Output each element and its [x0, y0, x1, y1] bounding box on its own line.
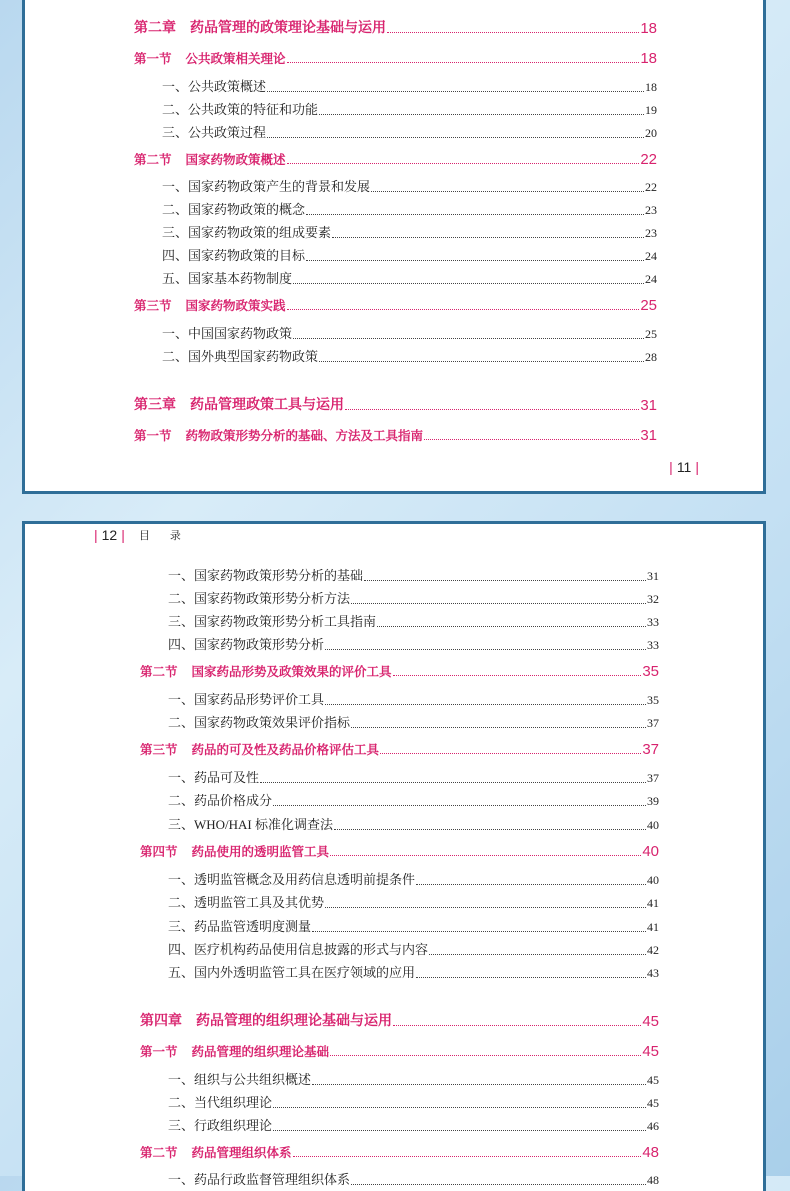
leader-dots [387, 32, 639, 33]
leader-dots [351, 727, 646, 728]
leader-dots [306, 260, 644, 261]
toc-label: 第四节 [140, 845, 178, 859]
toc-section-entry[interactable] [134, 150, 657, 168]
toc-item-entry[interactable] [168, 611, 659, 630]
toc-item-entry[interactable] [162, 245, 657, 264]
toc-title: 药品管理政策工具与运用 [190, 396, 344, 412]
toc-title: 二、国家药物政策的概念 [162, 202, 306, 217]
toc-title: 二、国家药物政策效果评价指标 [168, 715, 351, 730]
toc-page-number: 25 [640, 297, 657, 314]
toc-title: 一、公共政策概述 [162, 79, 267, 94]
toc-title: 三、公共政策过程 [162, 125, 267, 140]
toc-section-entry[interactable] [134, 49, 657, 67]
leader-dots [371, 191, 644, 192]
leader-dots [380, 753, 641, 754]
toc-page-number: 18 [645, 80, 657, 94]
toc-title: 一、国家药品形势评价工具 [168, 692, 325, 707]
leader-dots [319, 114, 644, 115]
toc-section-entry[interactable] [140, 842, 659, 860]
toc-label: 第二节 [140, 1146, 178, 1160]
toc-title: 一、国家药物政策形势分析的基础 [168, 568, 364, 583]
leader-dots [377, 626, 646, 627]
toc-page-number: 31 [640, 427, 657, 444]
toc-title: 国家药物政策概述 [185, 153, 286, 167]
leader-dots [429, 954, 646, 955]
toc-page-number: 24 [645, 272, 657, 286]
toc-label: 第二节 [140, 665, 178, 679]
toc-item-entry[interactable] [162, 323, 657, 342]
toc-title: 三、药品监管透明度测量 [168, 919, 312, 934]
toc-label: 第二章 [134, 19, 176, 35]
leader-dots [287, 62, 640, 63]
toc-title: 一、组织与公共组织概述 [168, 1072, 312, 1087]
toc-page-number: 33 [647, 638, 659, 652]
toc-page-number: 24 [645, 249, 657, 263]
toc-item-entry[interactable] [162, 268, 657, 287]
leader-dots [287, 309, 640, 310]
toc-page-number: 41 [647, 920, 659, 934]
toc-page-number: 31 [647, 569, 659, 583]
toc-page-number: 32 [647, 592, 659, 606]
leader-dots [293, 283, 644, 284]
toc-page-number: 23 [645, 203, 657, 217]
toc-title: 四、国家药物政策形势分析 [168, 637, 325, 652]
toc-title: 五、国内外透明监管工具在医疗领域的应用 [168, 965, 416, 980]
toc-section-entry[interactable] [134, 426, 657, 444]
leader-dots [267, 137, 644, 138]
toc-page-number: 46 [647, 1119, 659, 1133]
leader-dots [334, 829, 646, 830]
toc-page-number: 18 [640, 20, 657, 37]
leader-dots [325, 704, 646, 705]
toc-page-number: 33 [647, 615, 659, 629]
leader-dots [424, 439, 639, 440]
leader-dots [416, 884, 646, 885]
toc-page-number: 40 [642, 843, 659, 860]
toc-page-number: 22 [645, 180, 657, 194]
toc-title: 三、WHO/HAI 标准化调查法 [168, 817, 334, 832]
toc-page-number: 48 [642, 1144, 659, 1161]
toc-title: 二、药品价格成分 [168, 793, 273, 808]
toc-title: 五、国家基本药物制度 [162, 271, 293, 286]
toc-title: 药品管理组织体系 [191, 1146, 292, 1160]
toc-page-number: 45 [647, 1073, 659, 1087]
toc-label: 第三节 [140, 743, 178, 757]
toc-page-number: 48 [647, 1173, 659, 1187]
toc-page-number: 18 [640, 50, 657, 67]
toc-item-entry[interactable] [162, 346, 657, 365]
toc-item-entry[interactable] [162, 199, 657, 218]
leader-dots [351, 1184, 646, 1185]
toc-chapter-entry[interactable] [140, 1010, 659, 1030]
toc-item-entry[interactable] [168, 588, 659, 607]
toc-page-number: 19 [645, 103, 657, 117]
toc-section-entry[interactable] [140, 1042, 659, 1060]
toc-item-entry[interactable] [162, 99, 657, 118]
toc-item-entry[interactable] [162, 76, 657, 95]
toc-item-entry[interactable] [162, 176, 657, 195]
leader-dots [345, 409, 639, 410]
toc-item-entry[interactable] [168, 1092, 659, 1111]
page-header: | 12 | 目录 [94, 527, 201, 543]
toc-title: 二、公共政策的特征和功能 [162, 102, 319, 117]
running-header: 目录 [138, 530, 201, 542]
toc-page-number: 23 [645, 226, 657, 240]
toc-page-11 [22, 0, 766, 494]
leader-dots [325, 907, 646, 908]
toc-page-number: 31 [640, 397, 657, 414]
toc-item-entry[interactable] [168, 869, 659, 888]
page-number: | 11 | [669, 459, 699, 475]
page-number: 12 [101, 527, 118, 543]
toc-page-number: 45 [642, 1013, 659, 1030]
toc-title: 药品管理的政策理论基础与运用 [190, 19, 386, 35]
toc-title: 二、国家药物政策形势分析方法 [168, 591, 351, 606]
toc-item-entry[interactable] [168, 814, 659, 833]
toc-label: 第二节 [134, 153, 172, 167]
toc-label: 第三节 [134, 299, 172, 313]
toc-item-entry[interactable] [168, 712, 659, 731]
leader-dots [306, 214, 644, 215]
toc-title: 一、药品行政监督管理组织体系 [168, 1172, 351, 1187]
leader-dots [293, 1156, 642, 1157]
toc-title: 四、医疗机构药品使用信息披露的形式与内容 [168, 942, 429, 957]
toc-section-entry[interactable] [140, 662, 659, 680]
leader-dots [293, 338, 644, 339]
toc-title: 二、透明监管工具及其优势 [168, 895, 325, 910]
leader-dots [312, 931, 646, 932]
toc-title: 一、透明监管概念及用药信息透明前提条件 [168, 872, 416, 887]
toc-label: 第三章 [134, 396, 176, 412]
toc-page-number: 39 [647, 794, 659, 808]
toc-item-entry[interactable] [168, 689, 659, 708]
toc-label: 第四章 [140, 1012, 182, 1028]
toc-title: 药品使用的透明监管工具 [191, 845, 330, 859]
toc-item-entry[interactable] [168, 892, 659, 911]
toc-title: 四、国家药物政策的目标 [162, 248, 306, 263]
toc-page-number: 37 [647, 716, 659, 730]
toc-page-number: 28 [645, 350, 657, 364]
toc-title: 国家药物政策实践 [185, 299, 286, 313]
toc-page-number: 40 [647, 818, 659, 832]
toc-item-entry[interactable] [168, 916, 659, 935]
toc-item-entry[interactable] [168, 634, 659, 653]
toc-item-entry[interactable] [168, 565, 659, 584]
toc-page-number: 40 [647, 873, 659, 887]
leader-dots [393, 675, 642, 676]
leader-dots [325, 649, 646, 650]
toc-title: 国家药品形势及政策效果的评价工具 [191, 665, 392, 679]
toc-title: 一、中国国家药物政策 [162, 326, 293, 341]
toc-title: 二、国外典型国家药物政策 [162, 349, 319, 364]
toc-section-entry[interactable] [134, 296, 657, 314]
toc-section-entry[interactable] [140, 1143, 659, 1161]
toc-page-number: 42 [647, 943, 659, 957]
leader-dots [416, 977, 646, 978]
leader-dots [273, 1107, 646, 1108]
leader-dots [273, 1130, 646, 1131]
leader-dots [330, 1055, 641, 1056]
toc-item-entry[interactable] [168, 790, 659, 809]
toc-label: 第一节 [140, 1045, 178, 1059]
toc-page-number: 43 [647, 966, 659, 980]
toc-page-12 [22, 521, 766, 1191]
toc-title: 公共政策相关理论 [185, 52, 286, 66]
leader-dots [351, 603, 646, 604]
toc-title: 三、国家药物政策的组成要素 [162, 225, 332, 240]
leader-dots [312, 1084, 646, 1085]
toc-page-number: 25 [645, 327, 657, 341]
toc-item-entry[interactable] [168, 767, 659, 786]
toc-item-entry[interactable] [168, 939, 659, 958]
toc-chapter-entry[interactable] [134, 17, 657, 37]
leader-dots [319, 361, 644, 362]
toc-title: 药品管理的组织理论基础 [191, 1045, 330, 1059]
toc-item-entry[interactable] [162, 222, 657, 241]
toc-page-number: 22 [640, 151, 657, 168]
toc-chapter-entry[interactable] [134, 394, 657, 414]
leader-dots [330, 855, 641, 856]
leader-dots [260, 782, 646, 783]
leader-dots [332, 237, 644, 238]
toc-page-number: 35 [642, 663, 659, 680]
toc-title: 药物政策形势分析的基础、方法及工具指南 [185, 429, 424, 443]
toc-title: 三、行政组织理论 [168, 1118, 273, 1133]
toc-label: 第一节 [134, 52, 172, 66]
toc-item-entry[interactable] [168, 1115, 659, 1134]
toc-page-number: 37 [642, 741, 659, 758]
toc-title: 药品的可及性及药品价格评估工具 [191, 743, 380, 757]
toc-title: 一、国家药物政策产生的背景和发展 [162, 179, 371, 194]
toc-section-entry[interactable] [140, 740, 659, 758]
toc-page-number: 37 [647, 771, 659, 785]
leader-dots [267, 91, 644, 92]
leader-dots [364, 580, 646, 581]
toc-title: 二、当代组织理论 [168, 1095, 273, 1110]
toc-page-number: 41 [647, 896, 659, 910]
toc-item-entry[interactable] [168, 962, 659, 981]
toc-title: 一、药品可及性 [168, 770, 260, 785]
leader-dots [287, 163, 640, 164]
leader-dots [273, 805, 646, 806]
toc-page-number: 45 [642, 1043, 659, 1060]
toc-title: 三、国家药物政策形势分析工具指南 [168, 614, 377, 629]
toc-page-number: 35 [647, 693, 659, 707]
toc-item-entry[interactable] [168, 1069, 659, 1088]
toc-page-number: 20 [645, 126, 657, 140]
leader-dots [393, 1025, 641, 1026]
toc-title: 药品管理的组织理论基础与运用 [196, 1012, 392, 1028]
toc-label: 第一节 [134, 429, 172, 443]
toc-page-number: 45 [647, 1096, 659, 1110]
toc-item-entry[interactable] [162, 122, 657, 141]
toc-item-entry[interactable] [168, 1169, 659, 1188]
